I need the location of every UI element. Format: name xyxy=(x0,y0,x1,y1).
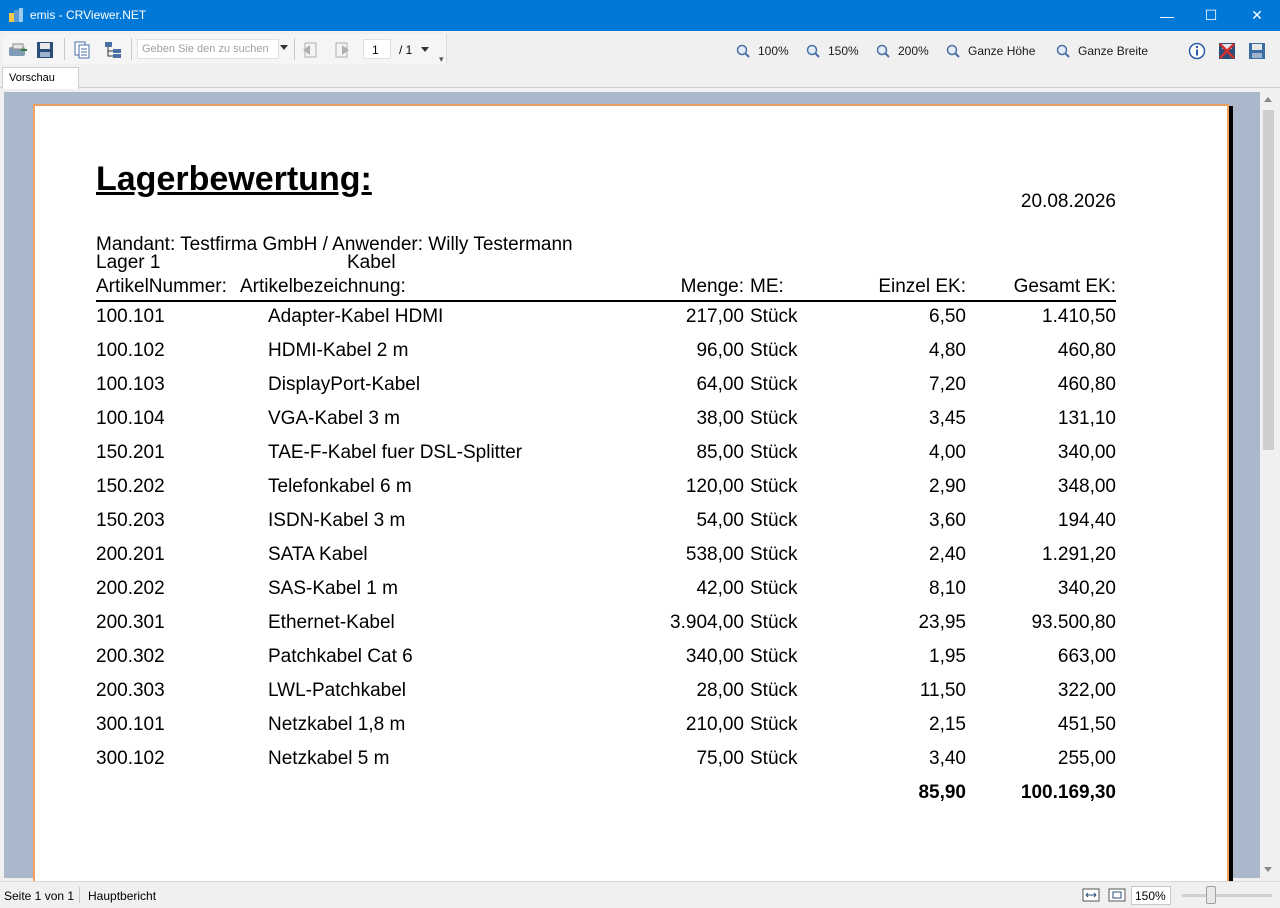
row-total-price: 194,40 xyxy=(1057,510,1116,531)
toolbar-separator xyxy=(294,38,295,60)
row-unit-price: 4,00 xyxy=(929,442,966,463)
zoom-full-width-button[interactable] xyxy=(1056,43,1148,59)
scroll-up-icon[interactable] xyxy=(1264,97,1272,102)
table-row xyxy=(0,510,1280,544)
row-article-name: TAE-F-Kabel fuer DSL-Splitter xyxy=(268,442,523,463)
search-input[interactable]: Geben Sie den zu suchen xyxy=(137,39,279,59)
row-article-name: Ethernet-Kabel xyxy=(268,612,395,633)
first-page-icon[interactable] xyxy=(300,39,322,61)
row-article-name: Patchkabel Cat 6 xyxy=(268,646,413,667)
col-header-me: ME: xyxy=(750,276,784,297)
row-unit-price: 3,45 xyxy=(929,408,966,429)
row-article-number: 100.102 xyxy=(96,340,165,361)
table-row xyxy=(0,442,1280,476)
col-header-nummer: ArtikelNummer: xyxy=(96,276,227,297)
row-quantity: 42,00 xyxy=(696,578,744,599)
row-article-number: 200.302 xyxy=(96,646,165,667)
row-quantity: 120,00 xyxy=(685,476,744,497)
row-total-price: 340,00 xyxy=(1057,442,1116,463)
minimize-button[interactable]: — xyxy=(1160,7,1174,24)
row-article-name: Telefonkabel 6 m xyxy=(268,476,412,497)
row-article-number: 300.102 xyxy=(96,748,165,769)
row-quantity: 28,00 xyxy=(696,680,744,701)
row-unit-price: 11,50 xyxy=(919,680,966,701)
row-article-name: SATA Kabel xyxy=(268,544,368,565)
page-total: / 1 xyxy=(399,43,413,57)
row-article-number: 100.101 xyxy=(96,306,165,327)
row-total-price: 663,00 xyxy=(1057,646,1116,667)
table-row xyxy=(0,612,1280,646)
zoom-icon xyxy=(1056,44,1070,58)
row-total-price: 348,00 xyxy=(1057,476,1116,497)
info-icon[interactable] xyxy=(1188,42,1206,60)
row-unit-price: 3,60 xyxy=(929,510,966,531)
toolbar-separator xyxy=(131,38,132,60)
row-quantity: 538,00 xyxy=(685,544,744,565)
col-header-bezeichnung: Artikelbezeichnung: xyxy=(240,276,406,297)
save-icon[interactable] xyxy=(34,39,56,61)
row-article-number: 200.301 xyxy=(96,612,165,633)
row-unit: Stück xyxy=(750,714,798,735)
row-unit: Stück xyxy=(750,680,798,701)
lager-label: Lager 1 xyxy=(96,252,161,273)
row-unit-price: 23,95 xyxy=(918,612,966,633)
header-rule xyxy=(96,300,1116,302)
table-row xyxy=(0,306,1280,340)
table-row xyxy=(0,680,1280,714)
maximize-button[interactable]: ☐ xyxy=(1204,7,1218,23)
export-icon[interactable] xyxy=(7,39,29,61)
row-article-number: 200.202 xyxy=(96,578,165,599)
table-row xyxy=(0,748,1280,782)
toolbar-overflow-icon[interactable]: ▾ xyxy=(439,54,444,64)
zoom-200-label: 200% xyxy=(898,44,929,58)
row-article-name: Netzkabel 5 m xyxy=(268,748,390,769)
zoom-100-button[interactable] xyxy=(736,43,789,59)
row-unit-price: 6,50 xyxy=(929,306,966,327)
row-quantity: 3.904,00 xyxy=(670,612,744,633)
row-unit: Stück xyxy=(750,340,798,361)
report-date: 20.08.2026 xyxy=(1020,191,1116,212)
row-article-number: 150.203 xyxy=(96,510,165,531)
row-article-name: LWL-Patchkabel xyxy=(268,680,406,701)
row-article-number: 150.202 xyxy=(96,476,165,497)
row-article-name: Netzkabel 1,8 m xyxy=(268,714,406,735)
status-separator xyxy=(79,887,80,903)
page-number-input[interactable]: 1 xyxy=(363,39,391,59)
group-tree-icon[interactable] xyxy=(102,39,124,61)
fit-width-icon[interactable] xyxy=(1082,887,1100,903)
row-article-name: Adapter-Kabel HDMI xyxy=(268,306,444,327)
table-row xyxy=(0,578,1280,612)
col-header-einzel-ek: Einzel EK: xyxy=(878,276,966,297)
row-unit: Stück xyxy=(750,612,798,633)
copy-icon[interactable] xyxy=(71,39,93,61)
search-dropdown-icon[interactable] xyxy=(280,45,288,50)
row-article-number: 150.201 xyxy=(96,442,165,463)
row-article-name: ISDN-Kabel 3 m xyxy=(268,510,406,531)
row-unit: Stück xyxy=(750,646,798,667)
table-row xyxy=(0,476,1280,510)
close-report-icon[interactable] xyxy=(1218,42,1236,60)
table-row xyxy=(0,646,1280,680)
table-row xyxy=(0,340,1280,374)
row-article-number: 100.103 xyxy=(96,374,165,395)
row-article-number: 200.303 xyxy=(96,680,165,701)
zoom-icon xyxy=(876,44,890,58)
zoom-slider-track[interactable] xyxy=(1182,894,1272,897)
row-total-price: 460,80 xyxy=(1057,340,1116,361)
zoom-icon xyxy=(736,44,750,58)
row-unit: Stück xyxy=(750,476,798,497)
save-close-icon[interactable] xyxy=(1248,42,1266,60)
row-total-price: 131,10 xyxy=(1057,408,1116,429)
zoom-100-label: 100% xyxy=(758,44,789,58)
row-total-price: 460,80 xyxy=(1057,374,1116,395)
scroll-down-icon[interactable] xyxy=(1264,867,1272,872)
zoom-full-height-label: Ganze Höhe xyxy=(968,44,1036,58)
row-article-name: HDMI-Kabel 2 m xyxy=(268,340,409,361)
row-unit: Stück xyxy=(750,544,798,565)
status-page-info: Seite 1 von 1 xyxy=(4,889,75,903)
zoom-full-height-button[interactable] xyxy=(946,43,1035,59)
row-unit-price: 8,10 xyxy=(929,578,966,599)
row-total-price: 322,00 xyxy=(1057,680,1116,701)
row-unit: Stück xyxy=(750,748,798,769)
status-bar xyxy=(0,881,1280,908)
row-unit-price: 2,15 xyxy=(929,714,966,735)
row-article-number: 100.104 xyxy=(96,408,165,429)
close-button[interactable]: ✕ xyxy=(1251,7,1263,23)
toolbar-separator xyxy=(64,38,65,60)
row-unit-price: 7,20 xyxy=(929,374,966,395)
row-unit: Stück xyxy=(750,442,798,463)
row-total-price: 451,50 xyxy=(1057,714,1116,735)
page-dropdown-icon[interactable] xyxy=(421,47,429,52)
row-total-price: 93.500,80 xyxy=(1031,612,1116,633)
row-unit-price: 3,40 xyxy=(929,748,966,769)
zoom-150-button[interactable] xyxy=(806,43,859,59)
zoom-150-label: 150% xyxy=(828,44,859,58)
title-bar xyxy=(0,0,1280,31)
row-unit-price: 1,95 xyxy=(929,646,966,667)
zoom-full-width-label: Ganze Breite xyxy=(1078,44,1149,58)
row-total-price: 255,00 xyxy=(1057,748,1116,769)
row-article-name: VGA-Kabel 3 m xyxy=(268,408,400,429)
zoom-level-field[interactable]: 150% xyxy=(1131,886,1171,905)
row-total-price: 1.410,50 xyxy=(1042,306,1116,327)
total-einzel-ek: 85,90 xyxy=(918,782,966,803)
row-quantity: 96,00 xyxy=(696,340,744,361)
row-article-name: SAS-Kabel 1 m xyxy=(268,578,398,599)
row-quantity: 340,00 xyxy=(685,646,744,667)
table-row xyxy=(0,544,1280,578)
row-unit-price: 4,80 xyxy=(929,340,966,361)
toolbar xyxy=(0,31,1280,67)
row-unit: Stück xyxy=(750,408,798,429)
table-row xyxy=(0,408,1280,442)
table-row xyxy=(0,374,1280,408)
tab-vorschau[interactable]: Vorschau xyxy=(2,67,79,89)
zoom-icon xyxy=(946,44,960,58)
row-quantity: 85,00 xyxy=(696,442,744,463)
row-unit: Stück xyxy=(750,306,798,327)
mandant-line: Mandant: Testfirma GmbH / Anwender: Willy Testermann xyxy=(96,234,573,255)
window-title: emis - CRViewer.NET xyxy=(30,8,147,22)
row-unit: Stück xyxy=(750,578,798,599)
toolbar-left-group xyxy=(3,34,447,64)
row-article-number: 200.201 xyxy=(96,544,165,565)
row-quantity: 210,00 xyxy=(685,714,744,735)
status-report-name: Hauptbericht xyxy=(88,889,157,903)
tab-strip xyxy=(0,67,1280,88)
row-total-price: 340,20 xyxy=(1057,578,1116,599)
next-page-icon[interactable] xyxy=(330,39,352,61)
report-title: Lagerbewertung: xyxy=(96,160,372,198)
row-unit-price: 2,40 xyxy=(929,544,966,565)
total-gesamt-ek: 100.169,30 xyxy=(1020,782,1116,803)
zoom-200-button[interactable] xyxy=(876,43,929,59)
row-quantity: 38,00 xyxy=(696,408,744,429)
row-quantity: 64,00 xyxy=(696,374,744,395)
row-total-price: 1.291,20 xyxy=(1042,544,1116,565)
lager-value: Kabel xyxy=(347,252,396,273)
row-unit-price: 2,90 xyxy=(929,476,966,497)
row-quantity: 217,00 xyxy=(685,306,744,327)
row-quantity: 54,00 xyxy=(696,510,744,531)
zoom-slider-thumb[interactable] xyxy=(1206,886,1216,904)
col-header-gesamt-ek: Gesamt EK: xyxy=(1013,276,1116,297)
row-quantity: 75,00 xyxy=(696,748,744,769)
row-article-number: 300.101 xyxy=(96,714,165,735)
app-icon xyxy=(8,7,24,23)
row-unit: Stück xyxy=(750,510,798,531)
col-header-menge: Menge: xyxy=(680,276,744,297)
table-row xyxy=(0,714,1280,748)
zoom-icon xyxy=(806,44,820,58)
fit-page-icon[interactable] xyxy=(1108,887,1126,903)
row-article-name: DisplayPort-Kabel xyxy=(268,374,421,395)
row-unit: Stück xyxy=(750,374,798,395)
